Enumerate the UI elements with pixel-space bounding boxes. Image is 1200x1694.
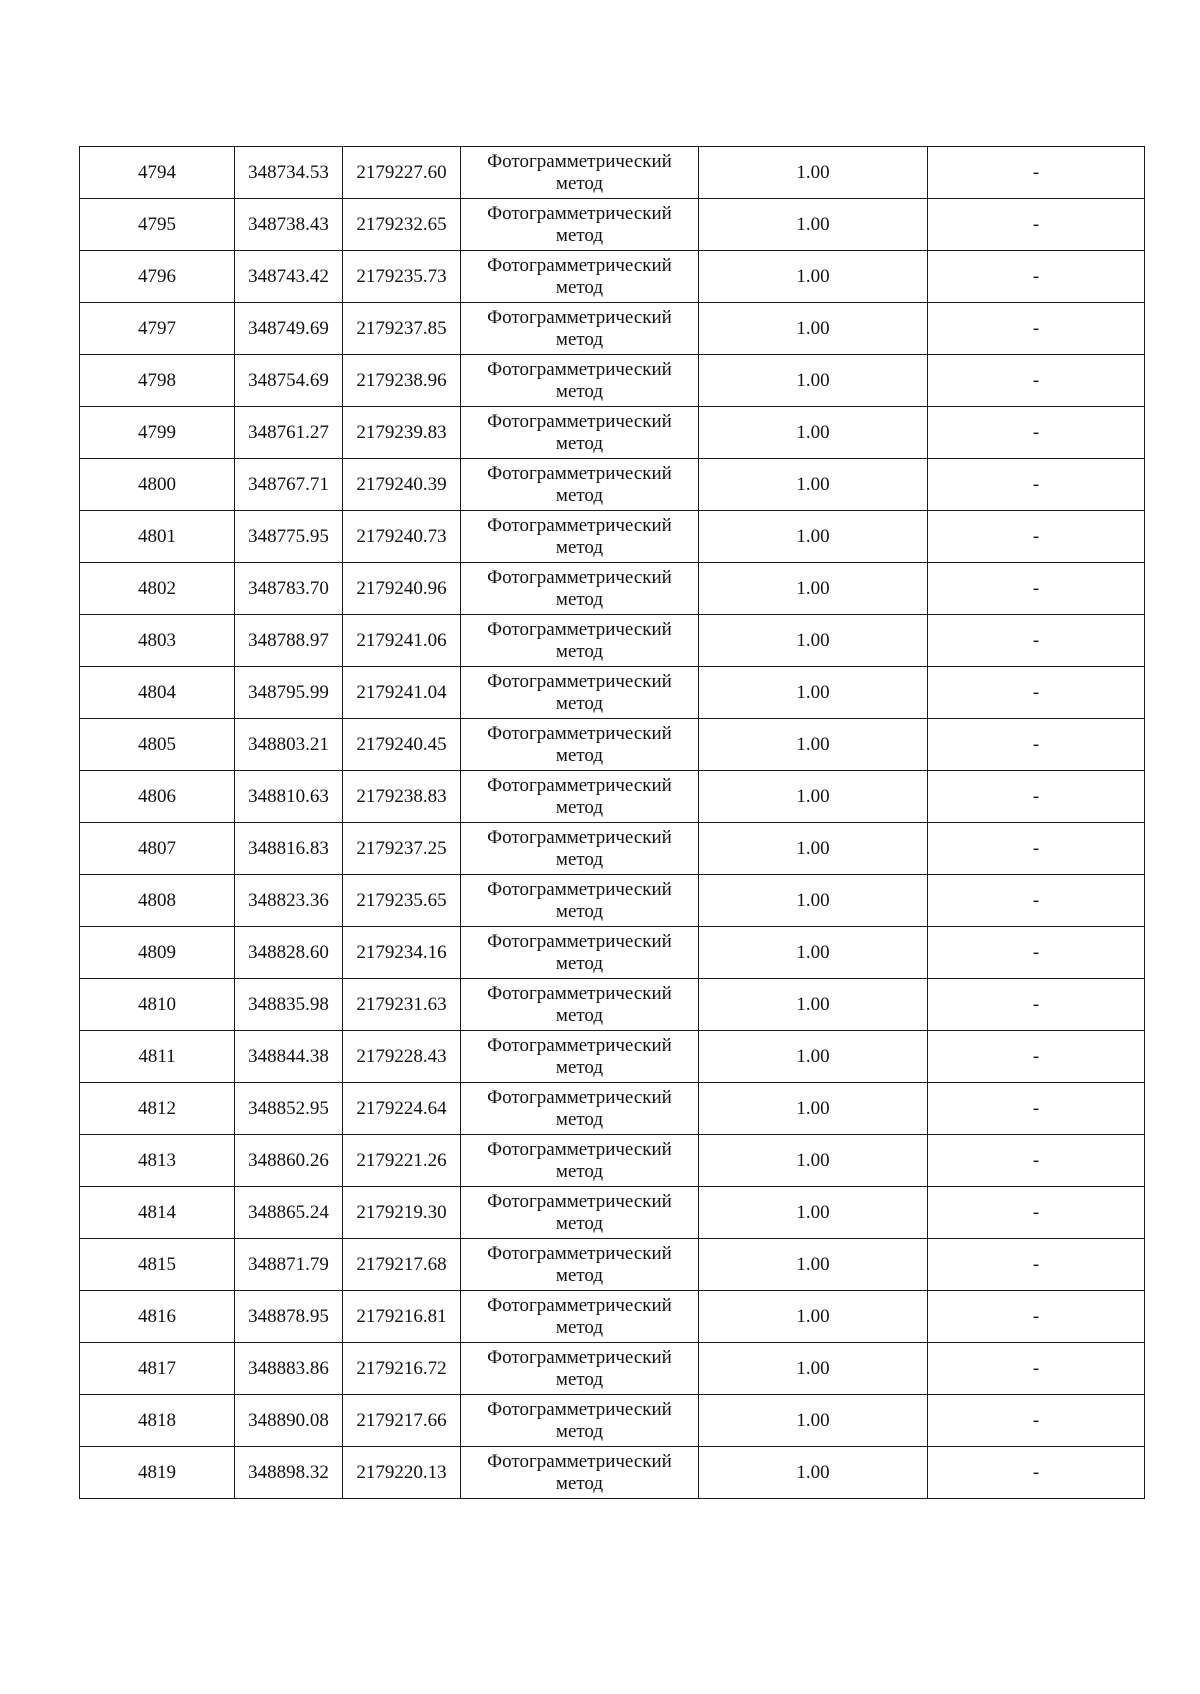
- method-line-1: Фотограмметрический: [487, 150, 672, 172]
- method-line-1: Фотограмметрический: [487, 410, 672, 432]
- point-number-cell: 4813: [80, 1135, 235, 1187]
- y-coordinate-cell: 2179237.25: [343, 823, 461, 875]
- method-line-1: Фотограмметрический: [487, 1190, 672, 1212]
- accuracy-cell: 1.00: [699, 1135, 928, 1187]
- method-line-1: Фотограмметрический: [487, 566, 672, 588]
- note-cell: -: [928, 199, 1145, 251]
- table-row: [80, 771, 1145, 823]
- y-coordinate-cell: 2179220.13: [343, 1447, 461, 1499]
- method-cell: [461, 615, 699, 667]
- accuracy-cell: 1.00: [699, 563, 928, 615]
- method-line-2: метод: [555, 1160, 604, 1182]
- point-number-cell: 4804: [80, 667, 235, 719]
- note-cell: -: [928, 511, 1145, 563]
- method-line-2: метод: [555, 380, 604, 402]
- y-coordinate-cell: 2179240.45: [343, 719, 461, 771]
- accuracy-cell: 1.00: [699, 719, 928, 771]
- note-cell: -: [928, 303, 1145, 355]
- table-row: [80, 615, 1145, 667]
- y-coordinate-cell: 2179227.60: [343, 147, 461, 199]
- note-cell: -: [928, 1083, 1145, 1135]
- x-coordinate-cell: 348783.70: [235, 563, 343, 615]
- method-line-1: Фотограмметрический: [487, 1034, 672, 1056]
- x-coordinate-cell: 348761.27: [235, 407, 343, 459]
- method-line-1: Фотограмметрический: [487, 462, 672, 484]
- note-cell: -: [928, 1291, 1145, 1343]
- y-coordinate-cell: 2179241.04: [343, 667, 461, 719]
- method-cell: [461, 1083, 699, 1135]
- method-line-2: метод: [555, 900, 604, 922]
- accuracy-cell: 1.00: [699, 1395, 928, 1447]
- table-row: [80, 355, 1145, 407]
- note-cell: -: [928, 927, 1145, 979]
- method-line-1: Фотограмметрический: [487, 202, 672, 224]
- table-row: [80, 667, 1145, 719]
- method-line-2: метод: [555, 952, 604, 974]
- method-line-2: метод: [555, 1004, 604, 1026]
- y-coordinate-cell: 2179228.43: [343, 1031, 461, 1083]
- note-cell: -: [928, 979, 1145, 1031]
- table-row: [80, 1031, 1145, 1083]
- accuracy-cell: 1.00: [699, 667, 928, 719]
- note-cell: -: [928, 1343, 1145, 1395]
- y-coordinate-cell: 2179241.06: [343, 615, 461, 667]
- table-row: [80, 719, 1145, 771]
- table-row: [80, 875, 1145, 927]
- x-coordinate-cell: 348803.21: [235, 719, 343, 771]
- note-cell: -: [928, 1447, 1145, 1499]
- table-row: [80, 407, 1145, 459]
- method-line-1: Фотограмметрический: [487, 306, 672, 328]
- method-line-2: метод: [555, 692, 604, 714]
- method-cell: [461, 459, 699, 511]
- method-line-1: Фотограмметрический: [487, 358, 672, 380]
- method-cell: [461, 927, 699, 979]
- note-cell: -: [928, 719, 1145, 771]
- x-coordinate-cell: 348743.42: [235, 251, 343, 303]
- method-line-1: Фотограмметрический: [487, 982, 672, 1004]
- point-number-cell: 4818: [80, 1395, 235, 1447]
- method-line-2: метод: [555, 1108, 604, 1130]
- y-coordinate-cell: 2179238.83: [343, 771, 461, 823]
- x-coordinate-cell: 348871.79: [235, 1239, 343, 1291]
- table-row: [80, 1135, 1145, 1187]
- x-coordinate-cell: 348898.32: [235, 1447, 343, 1499]
- table-row: [80, 1343, 1145, 1395]
- note-cell: -: [928, 251, 1145, 303]
- table-row: [80, 199, 1145, 251]
- x-coordinate-cell: 348852.95: [235, 1083, 343, 1135]
- accuracy-cell: 1.00: [699, 355, 928, 407]
- x-coordinate-cell: 348878.95: [235, 1291, 343, 1343]
- accuracy-cell: 1.00: [699, 147, 928, 199]
- x-coordinate-cell: 348883.86: [235, 1343, 343, 1395]
- accuracy-cell: 1.00: [699, 875, 928, 927]
- method-line-2: метод: [555, 276, 604, 298]
- x-coordinate-cell: 348860.26: [235, 1135, 343, 1187]
- x-coordinate-cell: 348775.95: [235, 511, 343, 563]
- point-number-cell: 4815: [80, 1239, 235, 1291]
- table-row: [80, 823, 1145, 875]
- method-line-2: метод: [555, 1056, 604, 1078]
- method-cell: [461, 407, 699, 459]
- table-row: [80, 979, 1145, 1031]
- table-row: [80, 1239, 1145, 1291]
- method-line-2: метод: [555, 432, 604, 454]
- note-cell: -: [928, 1031, 1145, 1083]
- accuracy-cell: 1.00: [699, 407, 928, 459]
- table-row: [80, 1395, 1145, 1447]
- y-coordinate-cell: 2179235.65: [343, 875, 461, 927]
- table-row: [80, 147, 1145, 199]
- accuracy-cell: 1.00: [699, 823, 928, 875]
- table-row: [80, 1447, 1145, 1499]
- point-number-cell: 4797: [80, 303, 235, 355]
- method-line-2: метод: [555, 1316, 604, 1338]
- point-number-cell: 4817: [80, 1343, 235, 1395]
- method-cell: [461, 667, 699, 719]
- point-number-cell: 4800: [80, 459, 235, 511]
- method-line-1: Фотограмметрический: [487, 878, 672, 900]
- x-coordinate-cell: 348738.43: [235, 199, 343, 251]
- table-row: [80, 1083, 1145, 1135]
- point-number-cell: 4805: [80, 719, 235, 771]
- y-coordinate-cell: 2179217.66: [343, 1395, 461, 1447]
- note-cell: -: [928, 1395, 1145, 1447]
- accuracy-cell: 1.00: [699, 1239, 928, 1291]
- accuracy-cell: 1.00: [699, 1187, 928, 1239]
- note-cell: -: [928, 771, 1145, 823]
- y-coordinate-cell: 2179238.96: [343, 355, 461, 407]
- x-coordinate-cell: 348823.36: [235, 875, 343, 927]
- method-cell: [461, 1291, 699, 1343]
- point-number-cell: 4809: [80, 927, 235, 979]
- accuracy-cell: 1.00: [699, 459, 928, 511]
- x-coordinate-cell: 348754.69: [235, 355, 343, 407]
- method-line-1: Фотограмметрический: [487, 722, 672, 744]
- method-line-1: Фотограмметрический: [487, 670, 672, 692]
- accuracy-cell: 1.00: [699, 1343, 928, 1395]
- accuracy-cell: 1.00: [699, 927, 928, 979]
- method-cell: [461, 251, 699, 303]
- method-cell: [461, 1135, 699, 1187]
- accuracy-cell: 1.00: [699, 1031, 928, 1083]
- x-coordinate-cell: 348810.63: [235, 771, 343, 823]
- point-number-cell: 4806: [80, 771, 235, 823]
- accuracy-cell: 1.00: [699, 251, 928, 303]
- method-line-2: метод: [555, 640, 604, 662]
- x-coordinate-cell: 348788.97: [235, 615, 343, 667]
- y-coordinate-cell: 2179239.83: [343, 407, 461, 459]
- table-row: [80, 251, 1145, 303]
- method-cell: [461, 823, 699, 875]
- method-cell: [461, 979, 699, 1031]
- method-cell: [461, 875, 699, 927]
- point-number-cell: 4812: [80, 1083, 235, 1135]
- table-row: [80, 1187, 1145, 1239]
- x-coordinate-cell: 348865.24: [235, 1187, 343, 1239]
- y-coordinate-cell: 2179235.73: [343, 251, 461, 303]
- accuracy-cell: 1.00: [699, 1291, 928, 1343]
- table-row: [80, 459, 1145, 511]
- point-number-cell: 4802: [80, 563, 235, 615]
- accuracy-cell: 1.00: [699, 979, 928, 1031]
- method-line-2: метод: [555, 588, 604, 610]
- method-cell: [461, 147, 699, 199]
- accuracy-cell: 1.00: [699, 303, 928, 355]
- method-line-2: метод: [555, 484, 604, 506]
- method-cell: [461, 1447, 699, 1499]
- method-cell: [461, 1187, 699, 1239]
- method-line-2: метод: [555, 1368, 604, 1390]
- method-cell: [461, 771, 699, 823]
- accuracy-cell: 1.00: [699, 771, 928, 823]
- method-line-2: метод: [555, 1420, 604, 1442]
- method-line-1: Фотограмметрический: [487, 1346, 672, 1368]
- y-coordinate-cell: 2179216.72: [343, 1343, 461, 1395]
- method-cell: [461, 303, 699, 355]
- coordinates-table-container: [79, 146, 1145, 1499]
- y-coordinate-cell: 2179224.64: [343, 1083, 461, 1135]
- method-line-1: Фотограмметрический: [487, 774, 672, 796]
- method-cell: [461, 563, 699, 615]
- note-cell: -: [928, 459, 1145, 511]
- method-cell: [461, 1395, 699, 1447]
- x-coordinate-cell: 348767.71: [235, 459, 343, 511]
- x-coordinate-cell: 348890.08: [235, 1395, 343, 1447]
- point-number-cell: 4794: [80, 147, 235, 199]
- y-coordinate-cell: 2179240.39: [343, 459, 461, 511]
- method-line-1: Фотограмметрический: [487, 930, 672, 952]
- note-cell: -: [928, 823, 1145, 875]
- accuracy-cell: 1.00: [699, 199, 928, 251]
- accuracy-cell: 1.00: [699, 1447, 928, 1499]
- note-cell: -: [928, 355, 1145, 407]
- y-coordinate-cell: 2179217.68: [343, 1239, 461, 1291]
- point-number-cell: 4796: [80, 251, 235, 303]
- point-number-cell: 4801: [80, 511, 235, 563]
- method-cell: [461, 511, 699, 563]
- method-line-2: метод: [555, 796, 604, 818]
- accuracy-cell: 1.00: [699, 615, 928, 667]
- method-line-1: Фотограмметрический: [487, 1086, 672, 1108]
- note-cell: -: [928, 407, 1145, 459]
- method-line-2: метод: [555, 172, 604, 194]
- note-cell: -: [928, 875, 1145, 927]
- x-coordinate-cell: 348835.98: [235, 979, 343, 1031]
- y-coordinate-cell: 2179240.73: [343, 511, 461, 563]
- method-cell: [461, 1239, 699, 1291]
- note-cell: -: [928, 563, 1145, 615]
- method-line-1: Фотограмметрический: [487, 514, 672, 536]
- coordinates-table-body: [80, 147, 1145, 1499]
- note-cell: -: [928, 1135, 1145, 1187]
- y-coordinate-cell: 2179221.26: [343, 1135, 461, 1187]
- method-line-1: Фотограмметрический: [487, 1450, 672, 1472]
- method-cell: [461, 1031, 699, 1083]
- x-coordinate-cell: 348844.38: [235, 1031, 343, 1083]
- point-number-cell: 4808: [80, 875, 235, 927]
- table-row: [80, 927, 1145, 979]
- note-cell: -: [928, 615, 1145, 667]
- method-line-1: Фотограмметрический: [487, 1138, 672, 1160]
- method-cell: [461, 1343, 699, 1395]
- x-coordinate-cell: 348816.83: [235, 823, 343, 875]
- note-cell: -: [928, 667, 1145, 719]
- method-cell: [461, 355, 699, 407]
- x-coordinate-cell: 348828.60: [235, 927, 343, 979]
- point-number-cell: 4811: [80, 1031, 235, 1083]
- accuracy-cell: 1.00: [699, 511, 928, 563]
- y-coordinate-cell: 2179216.81: [343, 1291, 461, 1343]
- table-row: [80, 563, 1145, 615]
- method-line-1: Фотограмметрический: [487, 1398, 672, 1420]
- point-number-cell: 4803: [80, 615, 235, 667]
- method-line-1: Фотограмметрический: [487, 1294, 672, 1316]
- method-cell: [461, 199, 699, 251]
- accuracy-cell: 1.00: [699, 1083, 928, 1135]
- method-line-2: метод: [555, 536, 604, 558]
- table-row: [80, 1291, 1145, 1343]
- point-number-cell: 4814: [80, 1187, 235, 1239]
- point-number-cell: 4816: [80, 1291, 235, 1343]
- y-coordinate-cell: 2179234.16: [343, 927, 461, 979]
- method-line-2: метод: [555, 848, 604, 870]
- method-line-2: метод: [555, 1212, 604, 1234]
- note-cell: -: [928, 147, 1145, 199]
- point-number-cell: 4810: [80, 979, 235, 1031]
- x-coordinate-cell: 348734.53: [235, 147, 343, 199]
- note-cell: -: [928, 1187, 1145, 1239]
- y-coordinate-cell: 2179231.63: [343, 979, 461, 1031]
- y-coordinate-cell: 2179237.85: [343, 303, 461, 355]
- table-row: [80, 303, 1145, 355]
- note-cell: -: [928, 1239, 1145, 1291]
- y-coordinate-cell: 2179219.30: [343, 1187, 461, 1239]
- method-line-1: Фотограмметрический: [487, 254, 672, 276]
- method-line-2: метод: [555, 328, 604, 350]
- method-line-1: Фотограмметрический: [487, 1242, 672, 1264]
- method-cell: [461, 719, 699, 771]
- y-coordinate-cell: 2179240.96: [343, 563, 461, 615]
- point-number-cell: 4807: [80, 823, 235, 875]
- method-line-2: метод: [555, 744, 604, 766]
- point-number-cell: 4795: [80, 199, 235, 251]
- point-number-cell: 4819: [80, 1447, 235, 1499]
- x-coordinate-cell: 348749.69: [235, 303, 343, 355]
- method-line-2: метод: [555, 1472, 604, 1494]
- method-line-2: метод: [555, 224, 604, 246]
- point-number-cell: 4798: [80, 355, 235, 407]
- method-line-2: метод: [555, 1264, 604, 1286]
- coordinates-table: [79, 146, 1145, 1499]
- point-number-cell: 4799: [80, 407, 235, 459]
- method-line-1: Фотограмметрический: [487, 618, 672, 640]
- method-line-1: Фотограмметрический: [487, 826, 672, 848]
- x-coordinate-cell: 348795.99: [235, 667, 343, 719]
- table-row: [80, 511, 1145, 563]
- y-coordinate-cell: 2179232.65: [343, 199, 461, 251]
